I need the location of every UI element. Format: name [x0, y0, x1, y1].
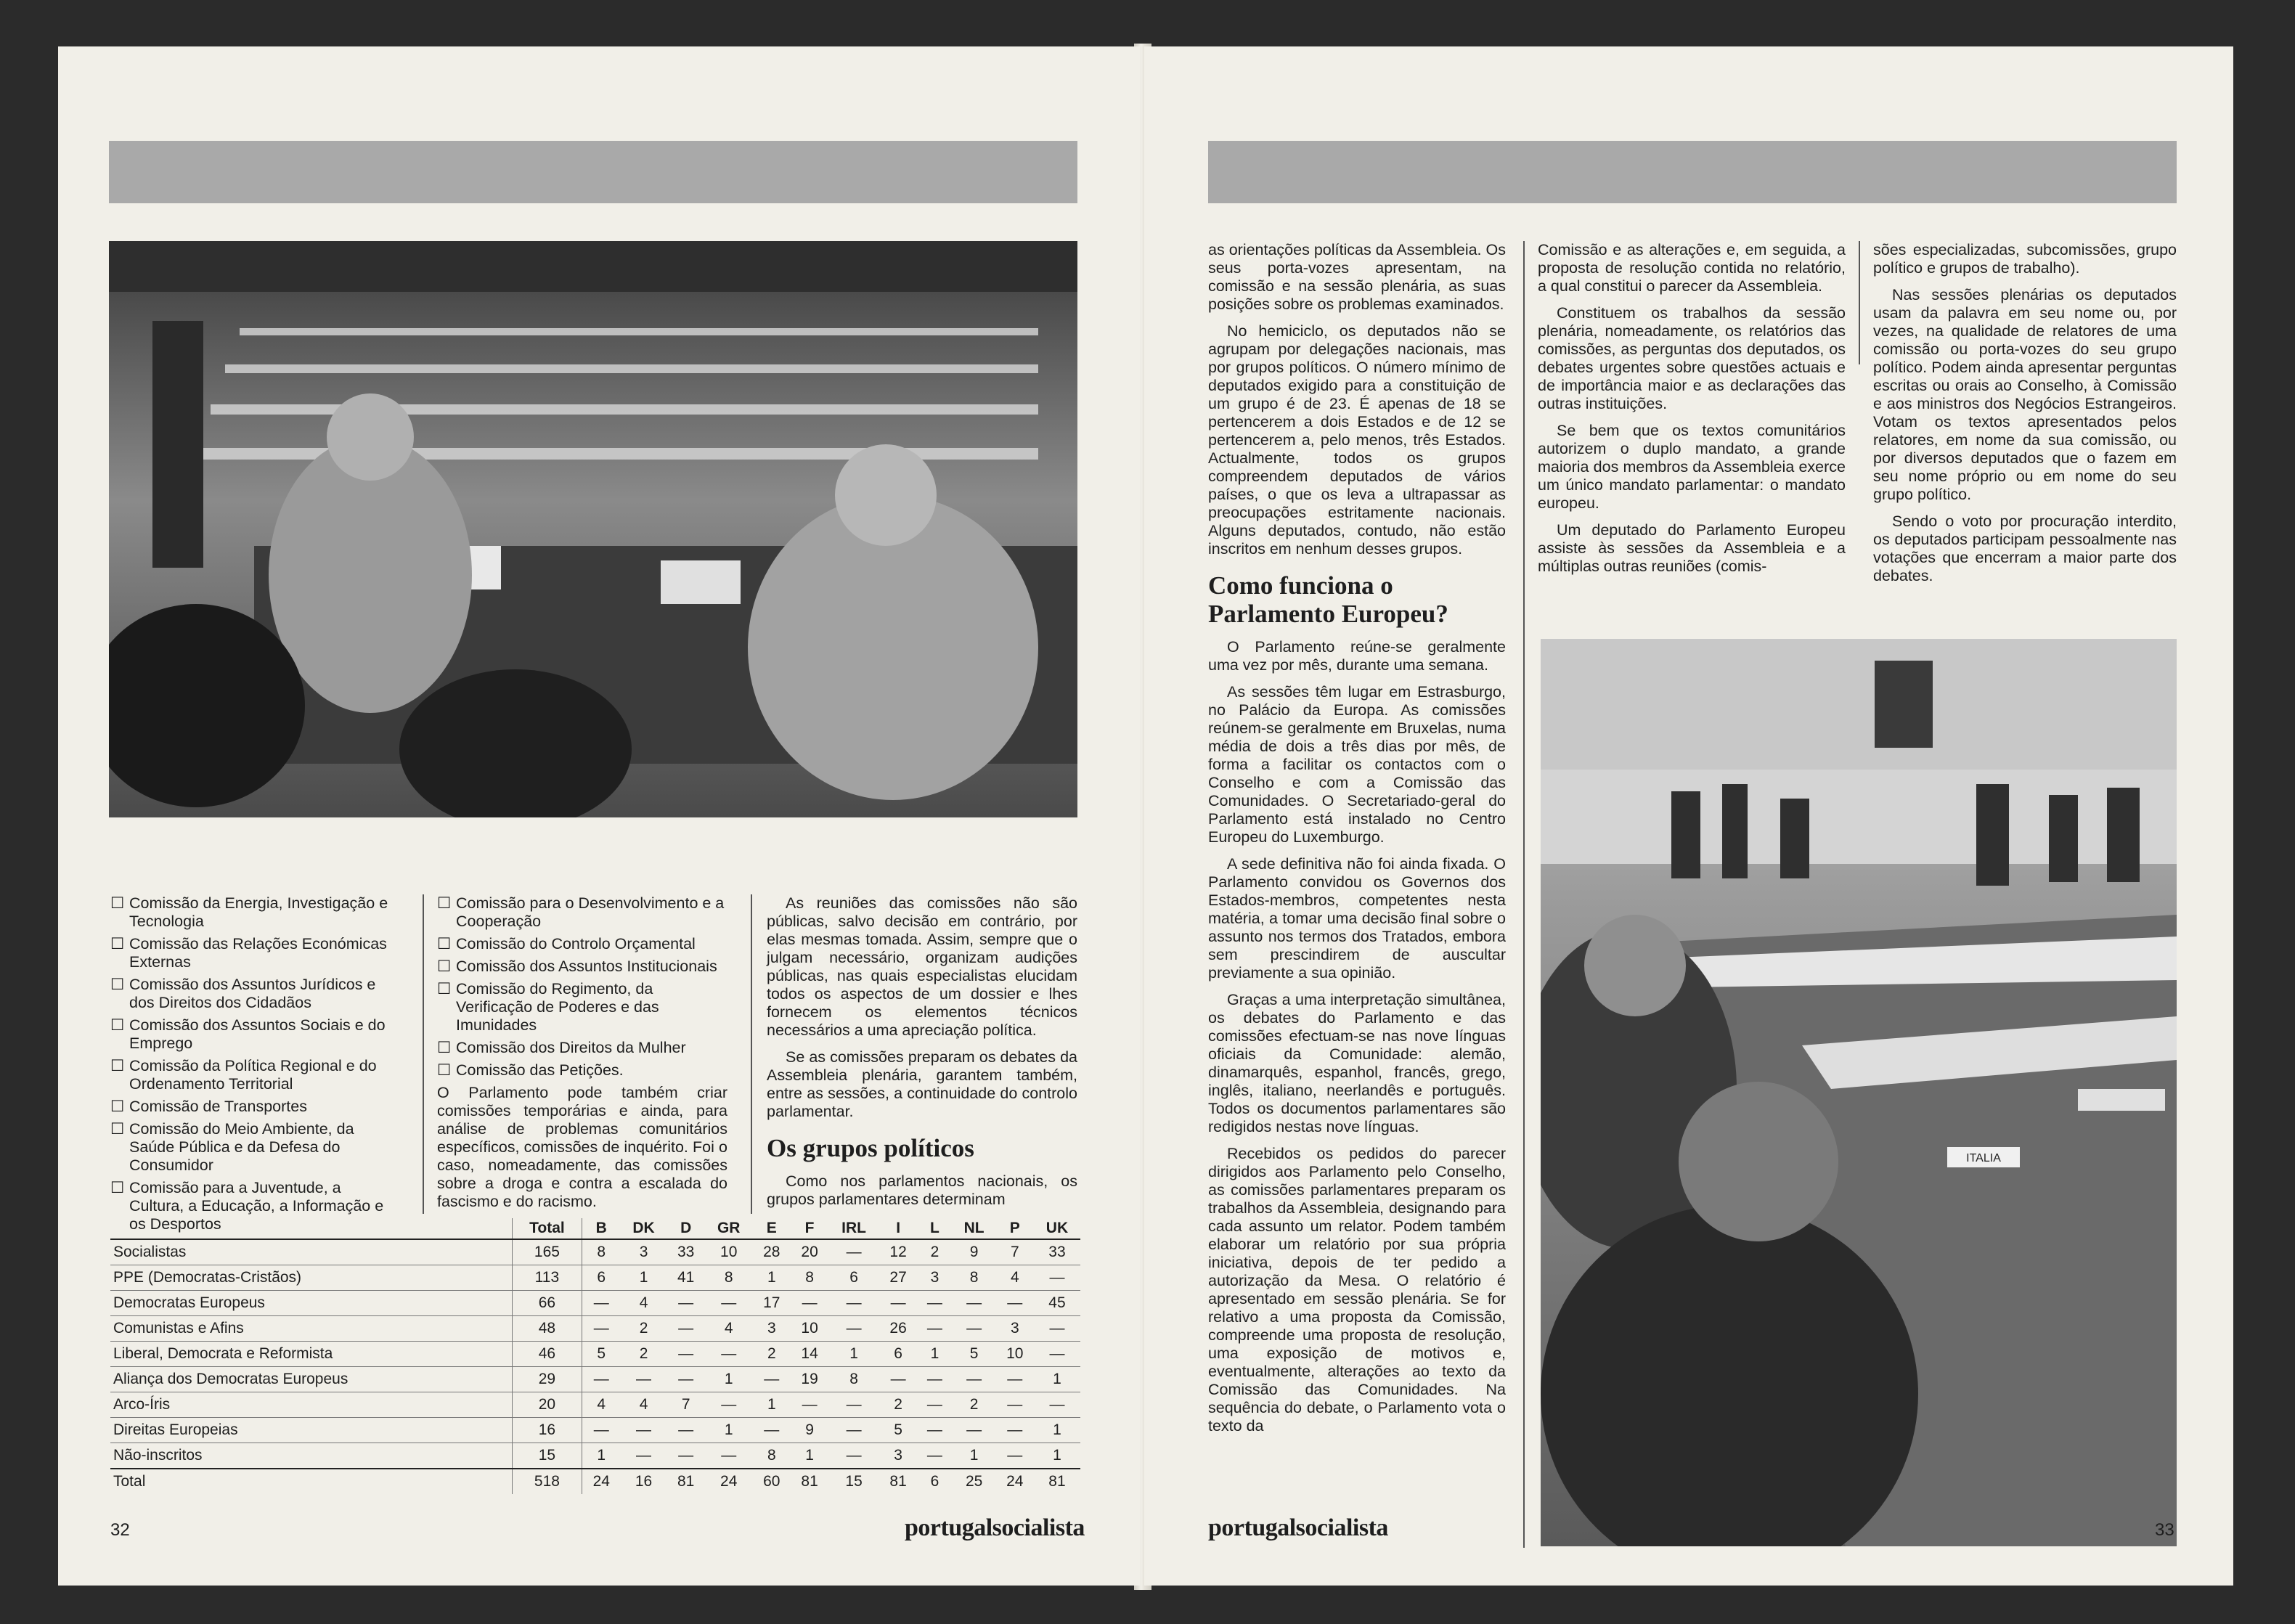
table-cell: Democratas Europeus: [110, 1291, 512, 1316]
committee-item: ☐ Comissão para a Juventude, a Cultura, a Educação, a Informação e os Desportos: [110, 1179, 395, 1233]
table-cell: 3: [621, 1239, 667, 1265]
header-band-right: [1208, 141, 2177, 203]
committee-room-photo: [109, 241, 1077, 817]
table-cell: 2: [917, 1239, 952, 1265]
table-cell: 8: [705, 1265, 753, 1291]
header-band-left: [109, 141, 1077, 203]
header-cell: DK: [621, 1218, 667, 1239]
table-cell: —: [705, 1392, 753, 1418]
table-cell: —: [791, 1392, 828, 1418]
committee-list-col2: [437, 894, 727, 1220]
table-row: [110, 1367, 1080, 1392]
table-cell: Aliança dos Democratas Europeus: [110, 1367, 512, 1392]
table-cell: 4: [705, 1316, 753, 1342]
table-cell: —: [917, 1443, 952, 1469]
table-cell: 8: [791, 1265, 828, 1291]
table-cell: —: [667, 1342, 705, 1367]
paragraph: Sendo o voto por procuração interdito, os deputados participam pessoalmente nas votações que encerram a maior parte dos debates.: [1873, 513, 2177, 584]
country-placard: ITALIA: [1966, 1152, 2001, 1164]
table-cell: 26: [879, 1316, 917, 1342]
table-row: [110, 1239, 1080, 1265]
header-cell: E: [753, 1218, 791, 1239]
table-cell: —: [667, 1367, 705, 1392]
header-cell: NL: [953, 1218, 996, 1239]
table-cell: 41: [667, 1265, 705, 1291]
committee-item: ☐ Comissão das Relações Económicas Externas: [110, 935, 395, 971]
table-cell: 5: [582, 1342, 620, 1367]
table-cell: 8: [953, 1265, 996, 1291]
column-rule: [423, 894, 424, 1214]
column-rule: [1859, 241, 1860, 364]
table-cell: —: [621, 1418, 667, 1443]
seats-table: [110, 1218, 1080, 1494]
table-cell: —: [996, 1392, 1034, 1418]
table-cell: Total: [110, 1469, 512, 1494]
table-cell: 7: [996, 1239, 1034, 1265]
table-cell: 1: [953, 1443, 996, 1469]
brand-logo: portugalsocialista: [1208, 1514, 1388, 1541]
table-cell: 1: [917, 1342, 952, 1367]
table-cell: —: [879, 1291, 917, 1316]
table-row: [110, 1392, 1080, 1418]
table-cell: 25: [953, 1469, 996, 1494]
table-cell: —: [953, 1418, 996, 1443]
table-cell: 8: [753, 1443, 791, 1469]
table-cell: —: [705, 1443, 753, 1469]
table-cell: 8: [828, 1367, 879, 1392]
table-cell: Liberal, Democrata e Reformista: [110, 1342, 512, 1367]
column-rule: [751, 894, 752, 1214]
committee-item: ☐ Comissão para o Desenvolvimento e a Cooperação: [437, 894, 727, 931]
text-col2: [1538, 241, 1846, 584]
table-cell: 27: [879, 1265, 917, 1291]
table-cell: 33: [1034, 1239, 1080, 1265]
table-cell: —: [753, 1367, 791, 1392]
paragraph: Um deputado do Parlamento Europeu assiste às sessões da Assembleia e a múltiplas outras reuniões (comis-: [1538, 521, 1846, 575]
table-cell: 4: [621, 1291, 667, 1316]
header-cell: [110, 1218, 512, 1239]
table-cell: 2: [879, 1392, 917, 1418]
table-cell: —: [667, 1291, 705, 1316]
table-cell: —: [582, 1418, 620, 1443]
table-cell: 19: [791, 1367, 828, 1392]
text-col1: [1208, 241, 1506, 1444]
table-cell: 6: [828, 1265, 879, 1291]
table-cell: —: [1034, 1265, 1080, 1291]
table-cell: —: [828, 1291, 879, 1316]
text-col3: [1873, 241, 2177, 594]
table-cell: 1: [791, 1443, 828, 1469]
page-left: [58, 46, 1140, 1586]
table-cell: —: [996, 1443, 1034, 1469]
header-cell: D: [667, 1218, 705, 1239]
table-cell: 113: [512, 1265, 582, 1291]
paragraph: O Parlamento reúne-se geralmente uma vez por mês, durante uma semana.: [1208, 638, 1506, 674]
table-cell: 14: [791, 1342, 828, 1367]
header-cell: Total: [512, 1218, 582, 1239]
table-row: [110, 1265, 1080, 1291]
table-cell: 1: [621, 1265, 667, 1291]
paragraph: Recebidos os pedidos do parecer dirigidos aos Parlamento pelo Conselho, as comissões parlamentares preparam os trabalhos da Assembleia, designando para cada assunto um relator. Podem também elaborar um relatório por sua própria iniciativa, depois de ter pedido a autorização da Mesa. O relatório é apresentado em sessão plenária. Se for relativo a uma proposta da Comissão, compreende uma proposta de resolução, uma exposição de motivos e, eventualmente, alterações ao texto da Comissão das Comunidades. Na sequência do debate, o Parlamento vota o texto da: [1208, 1145, 1506, 1435]
header-cell: B: [582, 1218, 620, 1239]
page-right: [1144, 46, 2233, 1586]
committee-item: ☐ Comissão do Regimento, da Verificação de Poderes e das Imunidades: [437, 980, 727, 1035]
paragraph: No hemiciclo, os deputados não se agrupam por delegações nacionais, mas por grupos políticos. O número mínimo de deputados exigido para a constituição de um grupo é de 23. É apenas de 18 se pertencerem a dois Estados e de 12 se pertencerem a, pelo menos, três Estados. Actualmente, todos os grupos compreendem deputados de vários países, o que os leva a ultrapassar as preocupações estritamente nacionais. Alguns deputados, contudo, não estão inscritos em nenhum desses grupos.: [1208, 322, 1506, 558]
table-cell: —: [917, 1291, 952, 1316]
table-cell: —: [828, 1418, 879, 1443]
table-cell: 6: [879, 1342, 917, 1367]
table-cell: 3: [879, 1443, 917, 1469]
committee-item: ☐ Comissão da Política Regional e do Ordenamento Territorial: [110, 1057, 395, 1093]
table-cell: —: [828, 1392, 879, 1418]
table-cell: —: [996, 1367, 1034, 1392]
table-cell: 2: [953, 1392, 996, 1418]
table-cell: 15: [512, 1443, 582, 1469]
table-cell: 1: [705, 1367, 753, 1392]
paragraph: Constituem os trabalhos da sessão plenária, nomeadamente, os relatórios das comissões, as perguntas dos deputados, os debates urgentes sobre questões actuais e de importância maior e as declarações das outras instituições.: [1538, 304, 1846, 412]
paragraph: Nas sessões plenárias os deputados usam da palavra em seu nome ou, por vezes, na qualidade de relatores de uma comissão ou porta-vozes do seu grupo político. Podem ainda apresentar perguntas escritas ou orais ao Conselho, à Comissão e aos ministros dos Negócios Estrangeiros. Votam os textos apresentados pelos relatores, em nome da sua comissão, ou por diversos deputados que o fazem em seu nome próprio ou em nome do seu grupo político.: [1873, 286, 2177, 503]
table-cell: 4: [582, 1392, 620, 1418]
table-cell: —: [1034, 1342, 1080, 1367]
table-cell: 24: [996, 1469, 1034, 1494]
table-cell: —: [753, 1418, 791, 1443]
table-cell: 81: [879, 1469, 917, 1494]
paragraph: As reuniões das comissões não são públicas, salvo decisão em contrário, por elas mesmas tomada. Assim, sempre que o julgam necessário, organizam audições públicas, nas quais especialistas elucidam todos os aspectos de um dossier e lhes fornecem os elementos técnicos necessários a uma apreciação política.: [767, 894, 1077, 1039]
table-cell: 45: [1034, 1291, 1080, 1316]
table-cell: Arco-Íris: [110, 1392, 512, 1418]
table-cell: 5: [953, 1342, 996, 1367]
table-cell: —: [667, 1418, 705, 1443]
table-cell: 5: [879, 1418, 917, 1443]
table-cell: 10: [996, 1342, 1034, 1367]
table-cell: 6: [917, 1469, 952, 1494]
table-cell: 6: [582, 1265, 620, 1291]
table-cell: 33: [667, 1239, 705, 1265]
table-cell: 66: [512, 1291, 582, 1316]
table-cell: —: [917, 1316, 952, 1342]
table-cell: 24: [705, 1469, 753, 1494]
table-cell: 165: [512, 1239, 582, 1265]
table-cell: —: [582, 1291, 620, 1316]
table-cell: 46: [512, 1342, 582, 1367]
table-cell: Comunistas e Afins: [110, 1316, 512, 1342]
table-cell: —: [791, 1291, 828, 1316]
header-cell: IRL: [828, 1218, 879, 1239]
table-cell: —: [828, 1316, 879, 1342]
table-cell: —: [667, 1443, 705, 1469]
paragraph: Graças a uma interpretação simultânea, os debates do Parlamento e das comissões efectuam-se nas nove línguas oficiais da Comunidade: alemão, dinamarquês, espanhol, francês, grego, inglês, italiano, neerlandês e português. Todos os documentos parlamentares são redigidos nestas nove línguas.: [1208, 991, 1506, 1135]
table-row: [110, 1342, 1080, 1367]
seats-table-body: [110, 1239, 1080, 1494]
table-cell: 2: [753, 1342, 791, 1367]
table-cell: —: [828, 1443, 879, 1469]
table-row: [110, 1418, 1080, 1443]
page-number: 32: [110, 1520, 130, 1540]
table-row: [110, 1316, 1080, 1342]
table-cell: —: [1034, 1392, 1080, 1418]
table-cell: —: [621, 1367, 667, 1392]
paragraph: as orientações políticas da Assembleia. Os seus porta-vozes apresentam, na comissão e na sessão plenária, as suas posições sobre os problemas examinados.: [1208, 241, 1506, 313]
table-cell: 81: [667, 1469, 705, 1494]
table-cell: Direitas Europeias: [110, 1418, 512, 1443]
table-cell: Não-inscritos: [110, 1443, 512, 1469]
table-cell: 7: [667, 1392, 705, 1418]
header-cell: F: [791, 1218, 828, 1239]
table-cell: 3: [917, 1265, 952, 1291]
committee-item: ☐ Comissão das Petições.: [437, 1061, 727, 1080]
committee-item: ☐ Comissão de Transportes: [110, 1098, 395, 1116]
table-cell: —: [705, 1291, 753, 1316]
committee-item: ☐ Comissão dos Assuntos Sociais e do Emprego: [110, 1016, 395, 1053]
table-row: [110, 1443, 1080, 1469]
committee-item: ☐ Comissão da Energia, Investigação e Tecnologia: [110, 894, 395, 931]
table-cell: —: [917, 1367, 952, 1392]
table-cell: —: [879, 1367, 917, 1392]
committee-item: ☐ Comissão do Controlo Orçamental: [437, 935, 727, 953]
table-cell: 518: [512, 1469, 582, 1494]
header-cell: GR: [705, 1218, 753, 1239]
table-cell: 1: [753, 1392, 791, 1418]
table-cell: —: [953, 1291, 996, 1316]
table-cell: 17: [753, 1291, 791, 1316]
table-cell: —: [705, 1342, 753, 1367]
paragraph: Comissão e as alterações e, em seguida, a proposta de resolução contida no relatório, a qual constitui o parecer da Assembleia.: [1538, 241, 1846, 295]
paragraph: Se bem que os textos comunitários autorizem o duplo mandato, a grande maioria dos membros da Assembleia exerce um único mandato parlamentar: o mandato europeu.: [1538, 422, 1846, 512]
table-cell: —: [996, 1418, 1034, 1443]
table-cell: —: [917, 1392, 952, 1418]
page-number: 33: [2155, 1520, 2174, 1540]
table-cell: 1: [1034, 1418, 1080, 1443]
table-cell: Socialistas: [110, 1239, 512, 1265]
table-cell: 48: [512, 1316, 582, 1342]
table-cell: 1: [582, 1443, 620, 1469]
table-cell: —: [1034, 1316, 1080, 1342]
table-cell: 10: [705, 1239, 753, 1265]
column-rule: [1523, 241, 1525, 1548]
table-cell: —: [667, 1316, 705, 1342]
committee-item: ☐ Comissão dos Assuntos Jurídicos e dos Direitos dos Cidadãos: [110, 976, 395, 1012]
paragraph: Como nos parlamentos nacionais, os grupos parlamentares determinam: [767, 1172, 1077, 1208]
table-cell: —: [582, 1316, 620, 1342]
table-cell: 9: [953, 1239, 996, 1265]
committee-item: ☐ Comissão dos Direitos da Mulher: [437, 1039, 727, 1057]
table-cell: 20: [512, 1392, 582, 1418]
table-cell: —: [996, 1291, 1034, 1316]
table-cell: 3: [753, 1316, 791, 1342]
table-cell: 2: [621, 1342, 667, 1367]
table-cell: 2: [621, 1316, 667, 1342]
table-cell: —: [582, 1367, 620, 1392]
table-row: [110, 1291, 1080, 1316]
table-cell: —: [953, 1367, 996, 1392]
plenary-meeting-photo: [1541, 639, 2177, 1546]
section-heading: Os grupos políticos: [767, 1134, 974, 1162]
table-cell: —: [917, 1418, 952, 1443]
header-cell: P: [996, 1218, 1034, 1239]
table-cell: 28: [753, 1239, 791, 1265]
table-total-row: [110, 1469, 1080, 1494]
table-cell: 60: [753, 1469, 791, 1494]
committee-item: ☐ Comissão dos Assuntos Institucionais: [437, 958, 727, 976]
paragraph: sões especializadas, subcomissões, grupo político e grupos de trabalho).: [1873, 241, 2177, 277]
committee-list-col1: [110, 894, 395, 1238]
table-cell: 1: [828, 1342, 879, 1367]
table-cell: PPE (Democratas-Cristãos): [110, 1265, 512, 1291]
table-cell: 1: [1034, 1367, 1080, 1392]
section-heading: Como funciona o Parlamento Europeu?: [1208, 571, 1448, 628]
table-cell: 16: [621, 1469, 667, 1494]
paragraph: A sede definitiva não foi ainda fixada. O Parlamento convidou os Governos dos Estados-membros, competentes nesta matéria, a tomar uma decisão final sobre o assunto nos termos dos Tratados, embora sem prescindirem de auscultar previamente a sua opinião.: [1208, 855, 1506, 982]
table-header-row: [110, 1218, 1080, 1239]
table-cell: 4: [621, 1392, 667, 1418]
brand-logo: portugalsocialista: [905, 1514, 1085, 1541]
paragraph: As sessões têm lugar em Estrasburgo, no Palácio da Europa. As comissões reúnem-se geralmente em Bruxelas, numa média de dois a três dias por mês, de forma a facilitar os contactos com o Conselho e com a Comissão das Comunidades. O Secretariado-geral do Parlamento está instalado no Centro Europeu do Luxemburgo.: [1208, 683, 1506, 846]
table-cell: 12: [879, 1239, 917, 1265]
table-cell: 8: [582, 1239, 620, 1265]
table-cell: 29: [512, 1367, 582, 1392]
table-cell: —: [828, 1239, 879, 1265]
table-cell: 4: [996, 1265, 1034, 1291]
table-cell: 3: [996, 1316, 1034, 1342]
table-cell: 9: [791, 1418, 828, 1443]
table-cell: 10: [791, 1316, 828, 1342]
table-cell: 81: [791, 1469, 828, 1494]
header-cell: I: [879, 1218, 917, 1239]
table-cell: 1: [1034, 1443, 1080, 1469]
header-cell: L: [917, 1218, 952, 1239]
text-col3: [767, 894, 1077, 1217]
table-cell: 24: [582, 1469, 620, 1494]
table-cell: 1: [753, 1265, 791, 1291]
temporary-committees-text: O Parlamento pode também criar comissões temporárias e ainda, para análise de problemas comunitários específicos, comissões de inquérito. Foi o caso, nomeadamente, das comissões sobre a droga e contra a escalada do fascismo e do racismo.: [437, 1084, 727, 1210]
table-cell: 1: [705, 1418, 753, 1443]
paragraph: Se as comissões preparam os debates da Assembleia plenária, garantem também, entre as sessões, a continuidade do controlo parlamentar.: [767, 1048, 1077, 1120]
table-cell: 16: [512, 1418, 582, 1443]
table-cell: 20: [791, 1239, 828, 1265]
table-cell: 81: [1034, 1469, 1080, 1494]
table-cell: —: [621, 1443, 667, 1469]
table-cell: 15: [828, 1469, 879, 1494]
committee-item: ☐ Comissão do Meio Ambiente, da Saúde Pública e da Defesa do Consumidor: [110, 1120, 395, 1175]
header-cell: UK: [1034, 1218, 1080, 1239]
table-cell: —: [953, 1316, 996, 1342]
